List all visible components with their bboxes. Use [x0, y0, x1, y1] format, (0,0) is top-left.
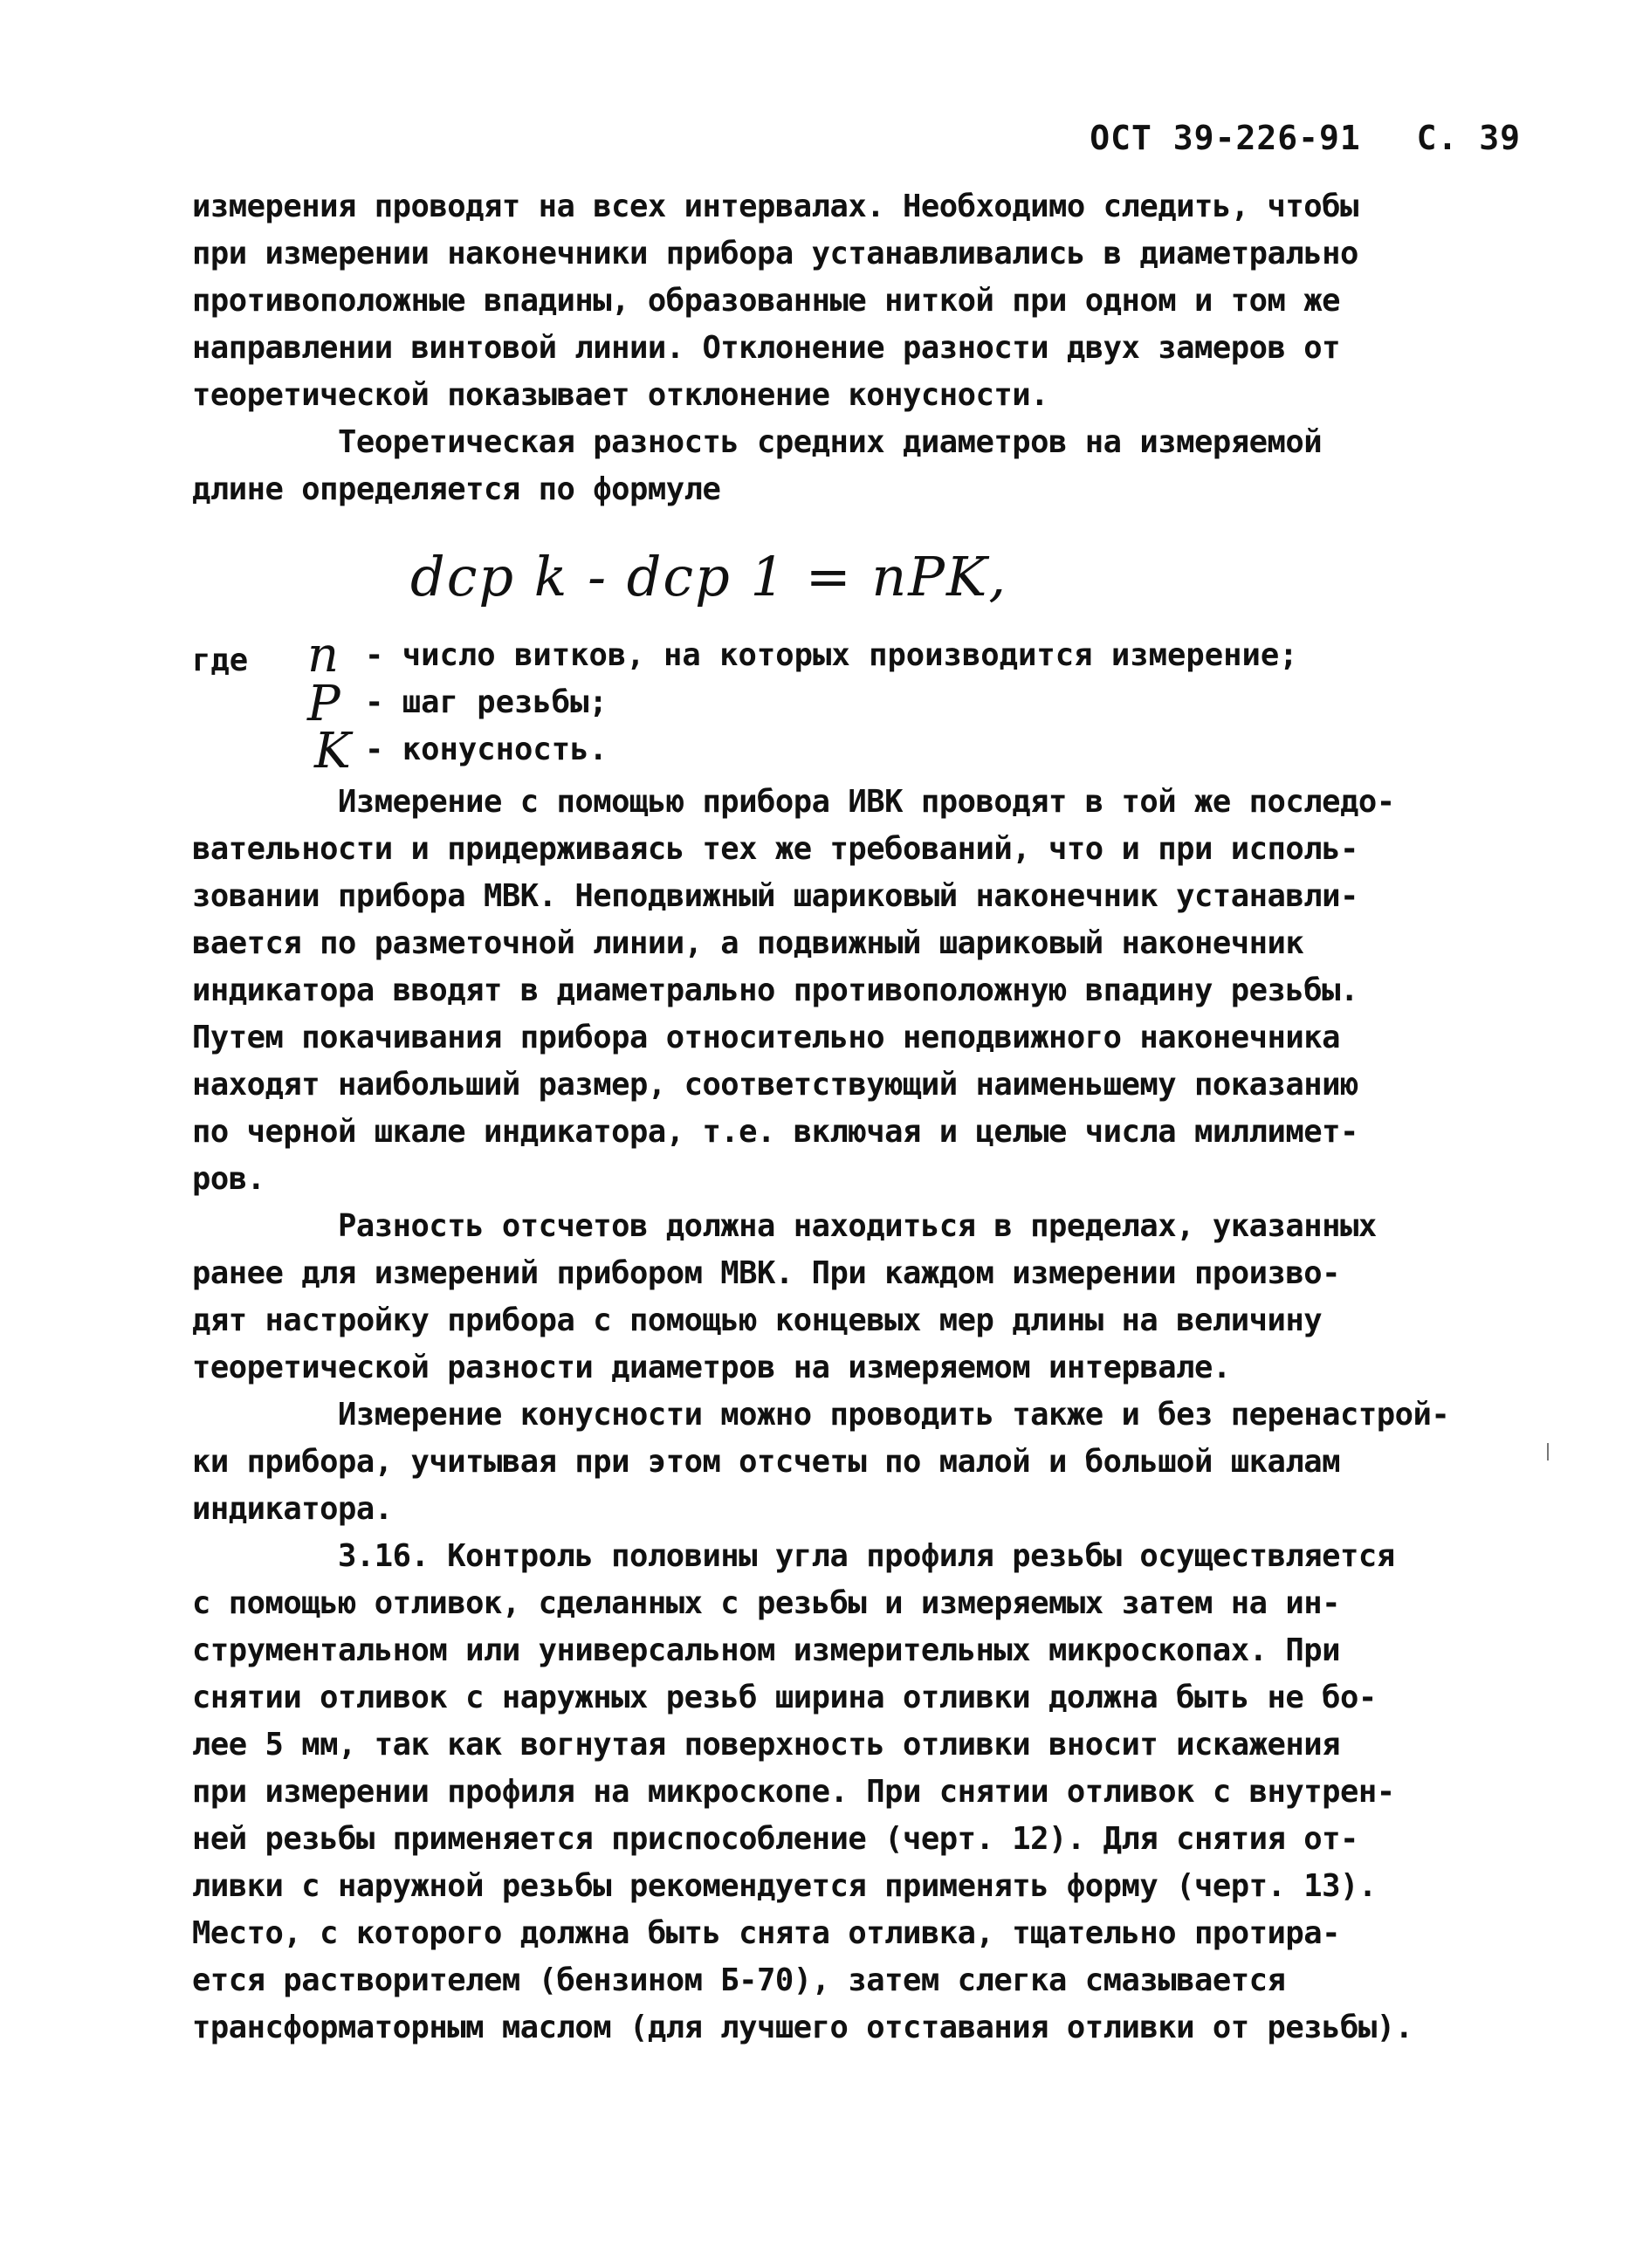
text-line: Измерение конусности можно проводить также и без перенастрой- — [192, 1397, 1450, 1433]
text-line: при измерении наконечники прибора устанавливались в диаметрально — [192, 236, 1358, 271]
text-block-intro — [192, 183, 1537, 513]
text-block-main — [192, 779, 1537, 2052]
text-line: вается по разметочной линии, а подвижный шариковый наконечник — [192, 925, 1304, 961]
text-line: теоретической разности диаметров на измеряемом интервале. — [192, 1350, 1231, 1385]
symbol-p: P — [307, 676, 340, 732]
text-line: направлении винтовой линии. Отклонение разности двух замеров от — [192, 330, 1340, 366]
text-line: ранее для измерений прибором МВК. При каждом измерении произво- — [192, 1255, 1340, 1291]
text-line: по черной шкале индикатора, т.е. включая и целые числа миллимет- — [192, 1114, 1358, 1150]
text-line: измерения проводят на всех интервалах. Необходимо следить, чтобы — [192, 189, 1358, 224]
text-line: ливки с наружной резьбы рекомендуется применять форму (черт. 13). — [192, 1868, 1377, 1904]
page-number: С. 39 — [1416, 119, 1521, 157]
text-line: Разность отсчетов должна находиться в пределах, указанных — [192, 1208, 1377, 1244]
margin-mark — [1547, 1443, 1549, 1460]
text-line: Путем покачивания прибора относительно неподвижного наконечника — [192, 1020, 1340, 1055]
text-line: вательности и придерживаясь тех же требований, что и при исполь- — [192, 831, 1358, 867]
text-line: длине определяется по формуле — [192, 471, 721, 507]
text-line: с помощью отливок, сделанных с резьбы и измеряемых затем на ин- — [192, 1585, 1340, 1621]
symbol-k: K — [314, 723, 351, 780]
text-line: при измерении профиля на микроскопе. При снятии отливок с внутрен- — [192, 1774, 1395, 1810]
text-line: лее 5 мм, так как вогнутая поверхность отливки вносит искажения — [192, 1727, 1340, 1763]
formula — [410, 545, 1007, 608]
text-line: теоретической показывает отклонение конусности. — [192, 377, 1049, 413]
text-line: Теоретическая разность средних диаметров на измеряемой — [192, 424, 1323, 460]
where-label: где — [192, 643, 249, 678]
text-line: Место, с которого должна быть снята отливка, тщательно протира- — [192, 1915, 1340, 1951]
text-line: Измерение с помощью прибора ИВК проводят в той же последо- — [192, 784, 1395, 820]
symbol-n: n — [307, 627, 340, 684]
definition-p: - шаг резьбы; — [365, 684, 608, 720]
definition-n: - число витков, на которых производится измерение; — [365, 637, 1298, 673]
text-line: противоположные впадины, образованные ниткой при одном и том же — [192, 283, 1340, 319]
text-line: 3.16. Контроль половины угла профиля резьбы осуществляется — [192, 1538, 1395, 1574]
text-line: дят настройку прибора с помощью концевых мер длины на величину — [192, 1302, 1323, 1338]
definition-k: - конусность. — [365, 732, 608, 767]
page-header — [1055, 119, 1521, 157]
text-line: находят наибольший размер, соответствующий наименьшему показанию — [192, 1067, 1358, 1103]
text-line: ров. — [192, 1161, 265, 1197]
text-line: струментальном или универсальном измерительных микроскопах. При — [192, 1632, 1340, 1668]
text-line: индикатора. — [192, 1491, 393, 1527]
text-line: ней резьбы применяется приспособление (черт. 12). Для снятия от- — [192, 1821, 1358, 1857]
formula-text: dср k - dср 1 = nPK, — [410, 545, 1008, 608]
text-line: зовании прибора МВК. Неподвижный шариковый наконечник устанавли- — [192, 878, 1358, 914]
text-line: снятии отливок с наружных резьб ширина отливки должна быть не бо- — [192, 1680, 1377, 1715]
standard-number: ОСТ 39-226-91 — [1090, 119, 1361, 157]
text-line: ки прибора, учитывая при этом отсчеты по малой и большой шкалам — [192, 1444, 1340, 1480]
text-line: ется растворителем (бензином Б-70), затем слегка смазывается — [192, 1962, 1286, 1998]
text-line: индикатора вводят в диаметрально противоположную впадину резьбы. — [192, 972, 1358, 1008]
text-line: трансформаторным маслом (для лучшего отставания отливки от резьбы). — [192, 2010, 1413, 2045]
